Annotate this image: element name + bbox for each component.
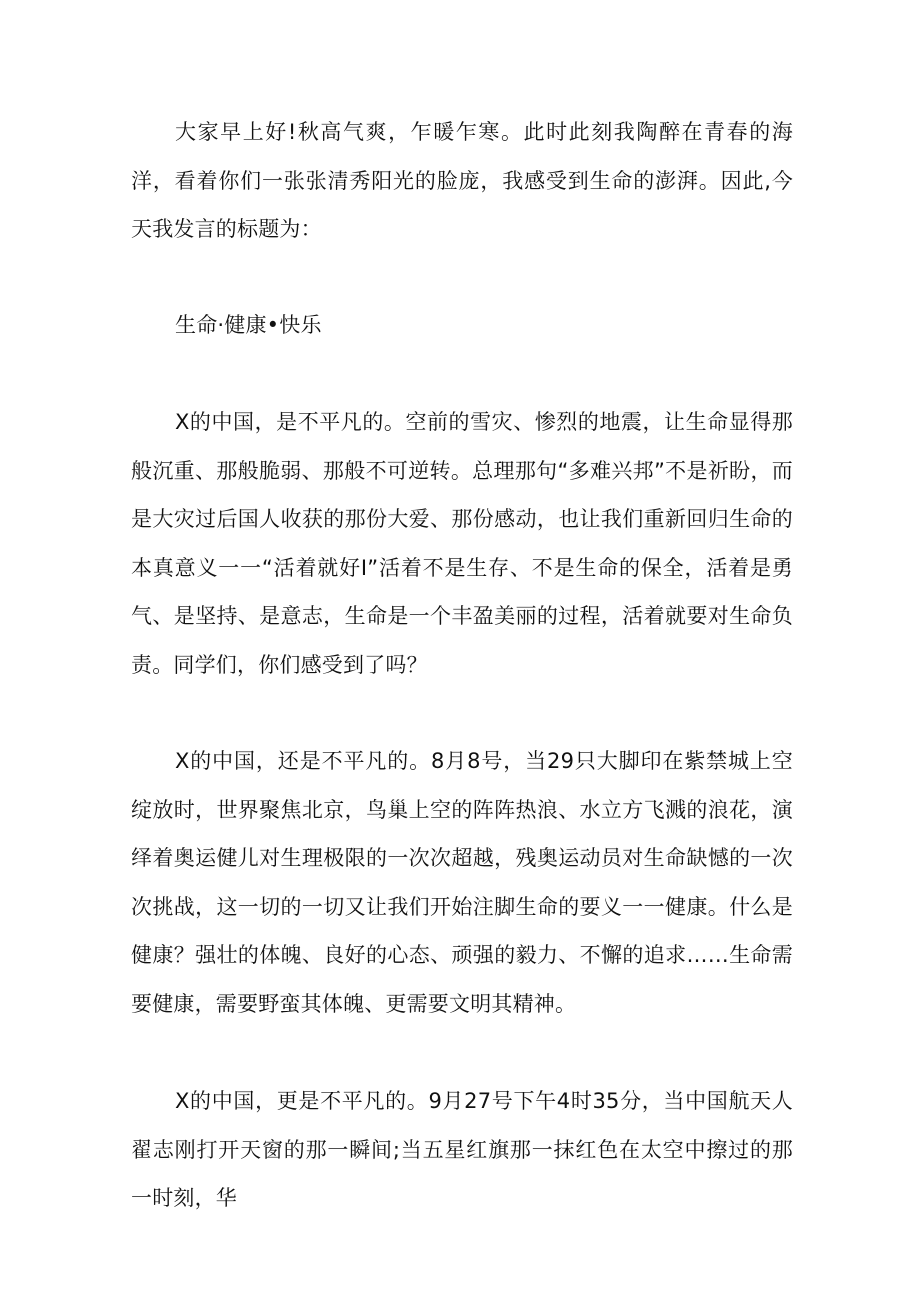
- opening-paragraph: 大家早上好!秋高气爽，乍暖乍寒。此时此刻我陶醉在青春的海洋，看着你们一张张清秀阳光的脸庞，我感受到生命的澎湃。因此,今天我发言的标题为：: [131, 120, 793, 241]
- speech-title: 生命·健康•快乐: [175, 313, 322, 337]
- paragraph-olympics: X的中国，还是不平凡的。8月8号，当29只大脚印在紫禁城上空绽放时，世界聚焦北京，鸟巢上空的阵阵热浪、水立方飞溅的浪花，演绎着奥运健儿对生理极限的一次次超越，残奥运动员对生命缺憾的一次次挑战，这一切的一切又让我们开始注脚生命的要义一一健康。什么是健康？强壮的体魄、良好的心态、顽强的毅力、不懈的追求……生命需要健康，需要野蛮其体魄、更需要文明其精神。: [131, 749, 793, 1016]
- paragraph-disasters: X的中国，是不平凡的。空前的雪灾、惨烈的地震，让生命显得那般沉重、那般脆弱、那般不可逆转。总理那句“多难兴邦”不是祈盼，而是大灾过后国人收获的那份大爱、那份感动，也让我们重新回归生命的本真意义一一“活着就好I”活着不是生存、不是生命的保全，活着是勇气、是坚持、是意志，生命是一个丰盈美丽的过程，活着就要对生命负责。同学们，你们感受到了吗？: [131, 410, 793, 677]
- paragraph-spaceflight: X的中国，更是不平凡的。9月27号下午4时35分，当中国航天人翟志刚打开天窗的那一瞬间;当五星红旗那一抹红色在太空中擦过的那一时刻，华: [131, 1089, 793, 1210]
